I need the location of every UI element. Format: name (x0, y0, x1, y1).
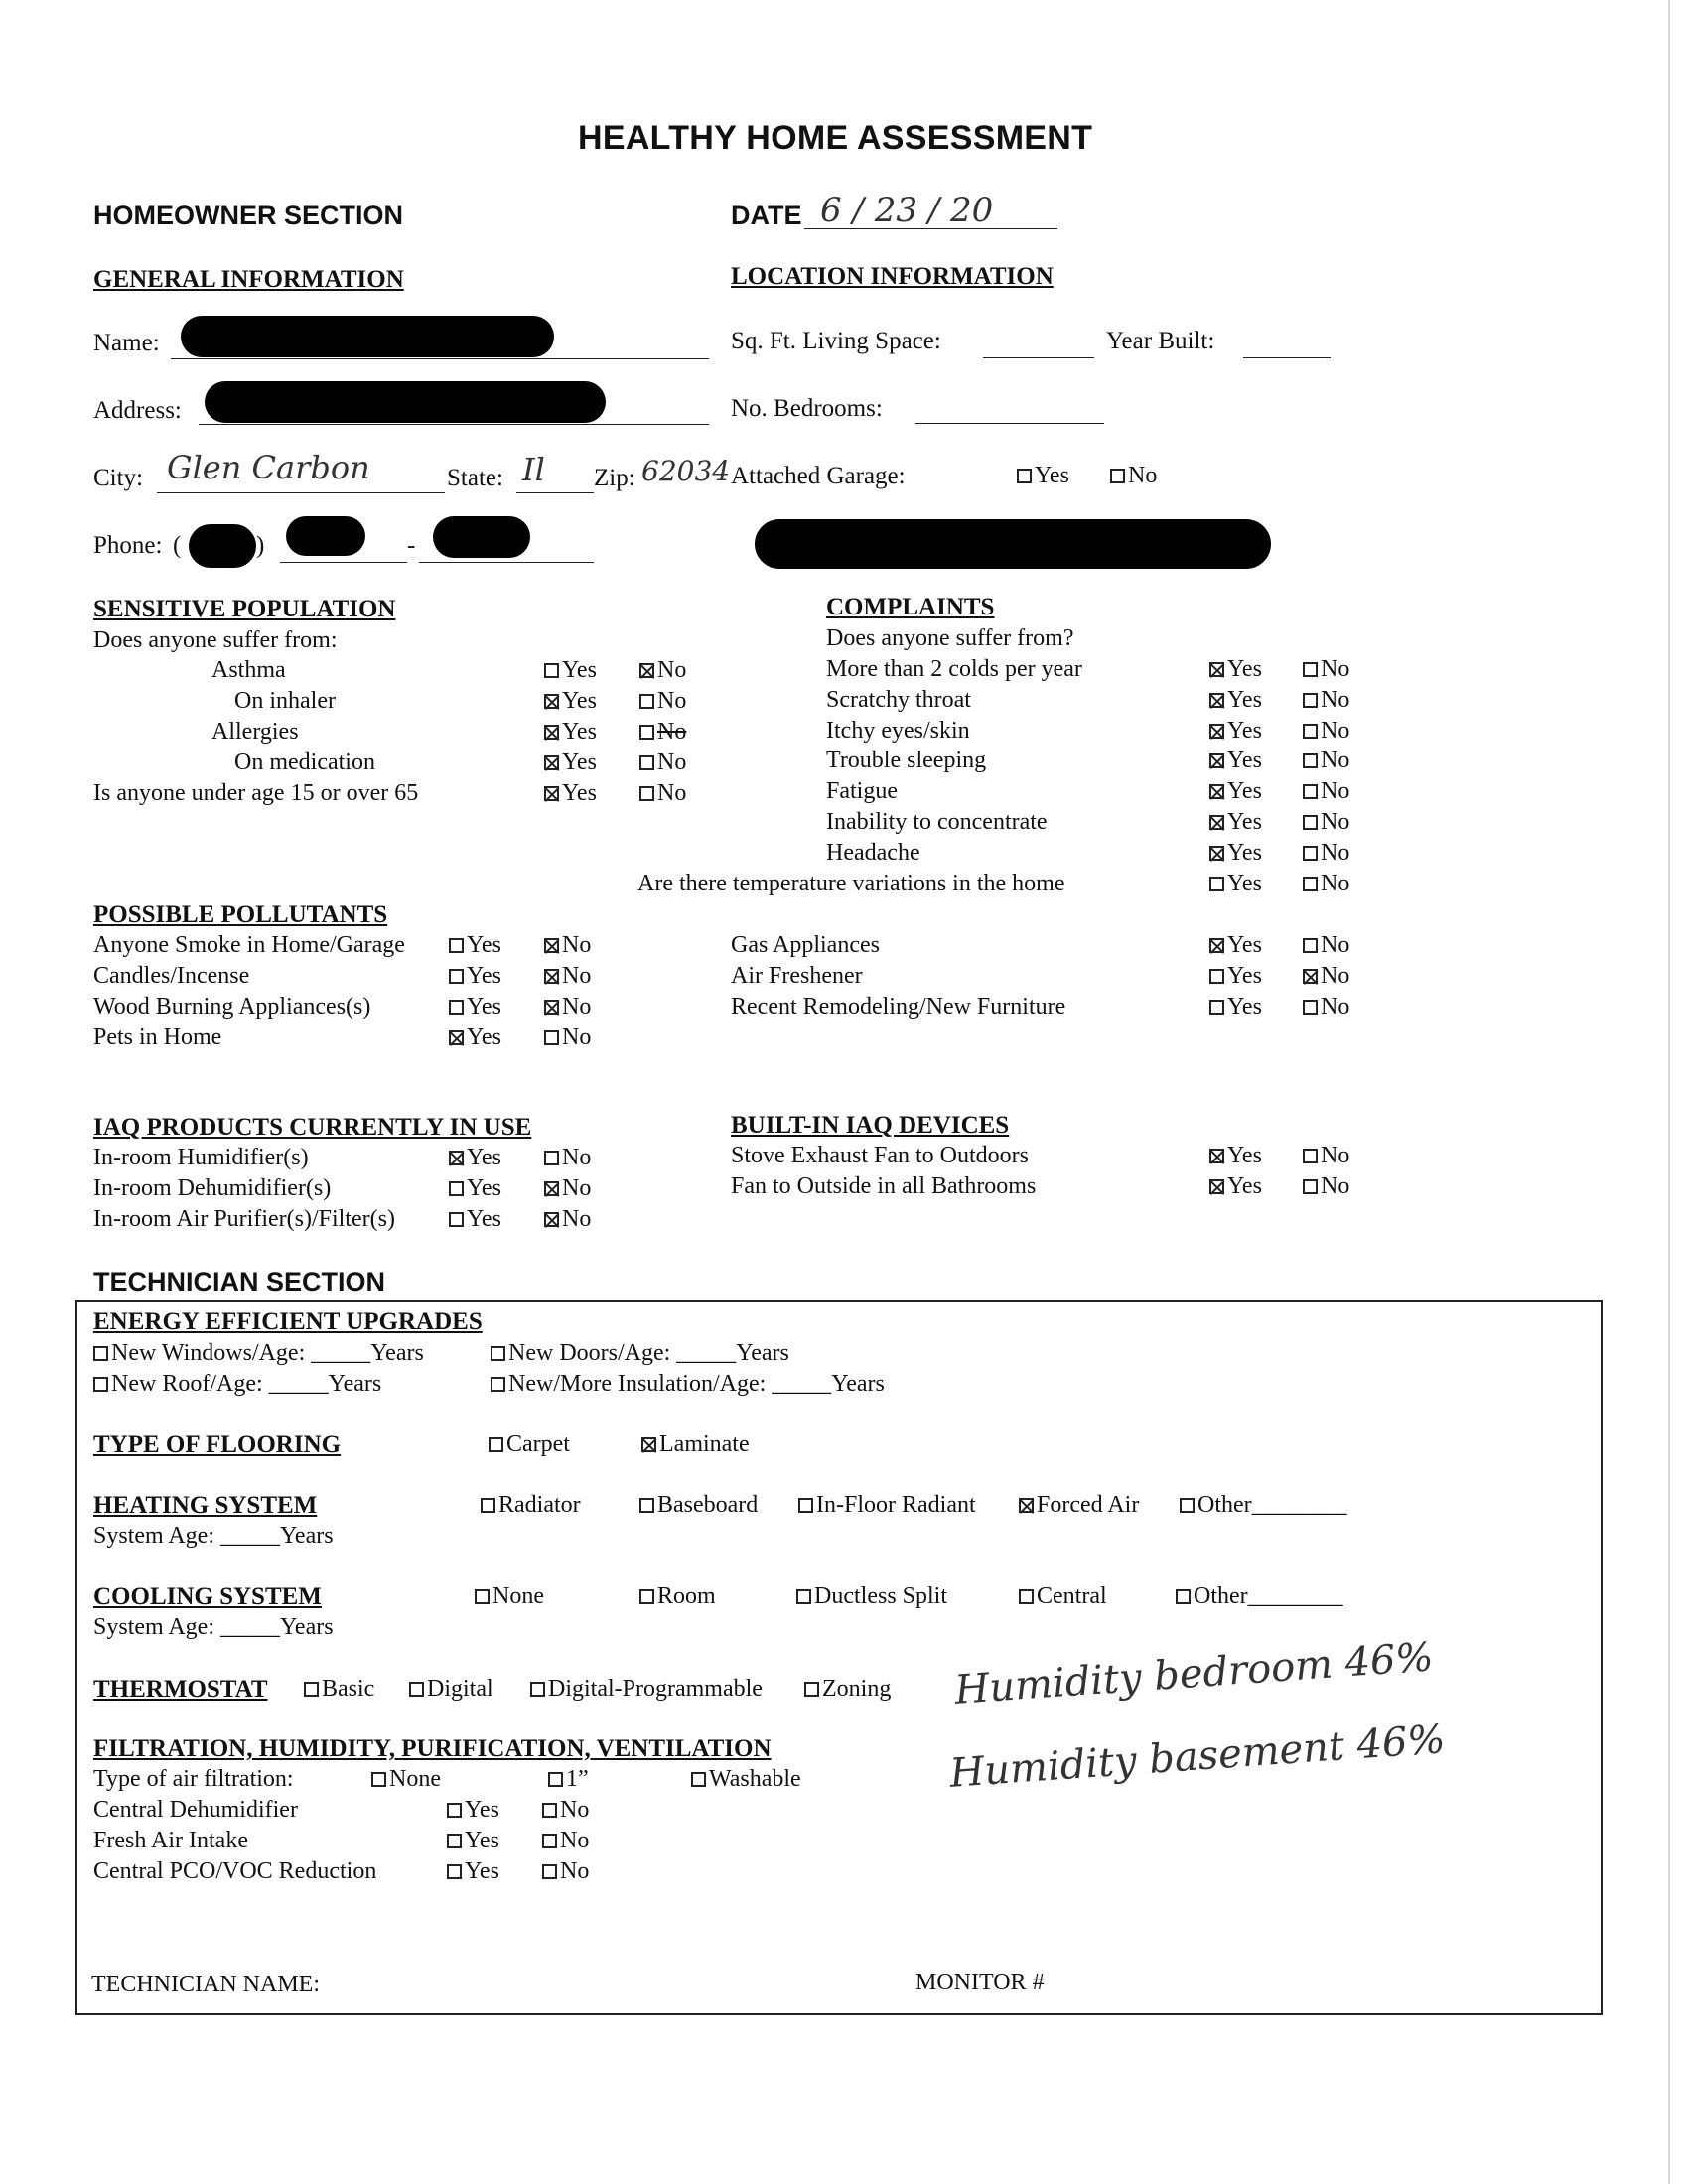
inhaler-no[interactable]: No (639, 688, 686, 715)
throat-no-checkbox[interactable] (1303, 693, 1318, 708)
remodeling-no[interactable]: No (1303, 994, 1349, 1021)
pets-label: Pets in Home (93, 1024, 222, 1050)
fresh-air-no[interactable]: No (542, 1828, 589, 1854)
smoke-no[interactable]: No (544, 932, 591, 959)
age-yes-checkbox[interactable] (544, 786, 559, 801)
fresh-air-yes-checkbox[interactable] (447, 1834, 462, 1848)
phone-label: Phone: (93, 532, 163, 559)
dehumidifier-no-checkbox[interactable] (544, 1181, 559, 1196)
filtration-washable-checkbox[interactable] (691, 1772, 706, 1787)
medication-no-checkbox[interactable] (639, 755, 654, 770)
stove-fan-no-checkbox[interactable] (1303, 1149, 1318, 1163)
smoke-yes[interactable]: Yes (449, 932, 501, 959)
filtration-none-checkbox[interactable] (371, 1772, 386, 1787)
freshener-no[interactable]: No (1303, 963, 1349, 990)
age-no-checkbox[interactable] (639, 786, 654, 801)
throat-yes[interactable]: Yes (1209, 687, 1262, 714)
state-value[interactable]: Il (522, 451, 545, 488)
medication-no[interactable]: No (639, 750, 686, 776)
city-line (157, 492, 445, 493)
colds-no-checkbox[interactable] (1303, 662, 1318, 677)
temperature-no-checkbox[interactable] (1303, 877, 1318, 891)
date-label: DATE (731, 201, 802, 230)
cooling-ductless-checkbox[interactable] (796, 1589, 811, 1604)
bedrooms-label: No. Bedrooms: (731, 395, 883, 422)
cooling-other-checkbox[interactable] (1176, 1589, 1191, 1604)
sleeping-no-checkbox[interactable] (1303, 753, 1318, 768)
fatigue-yes-checkbox[interactable] (1209, 784, 1224, 799)
gas-appliances-label: Gas Appliances (731, 932, 880, 958)
carpet-checkbox[interactable] (489, 1437, 503, 1452)
fresh-air-yes[interactable]: Yes (447, 1828, 499, 1854)
colds-yes-checkbox[interactable] (1209, 662, 1224, 677)
heating-infloor-option[interactable]: In-Floor Radiant (798, 1492, 976, 1519)
allergies-yes-checkbox[interactable] (544, 725, 559, 740)
heating-baseboard-checkbox[interactable] (639, 1498, 654, 1513)
headache-no[interactable]: No (1303, 840, 1349, 867)
wood-no[interactable]: No (544, 994, 591, 1021)
filtration-1in-checkbox[interactable] (548, 1772, 563, 1787)
laminate-option[interactable]: Laminate (641, 1432, 750, 1458)
medication-label: On medication (234, 750, 375, 775)
filtration-heading: FILTRATION, HUMIDITY, PURIFICATION, VENTILATION (93, 1735, 772, 1762)
city-value[interactable]: Glen Carbon (167, 449, 370, 486)
pco-no-checkbox[interactable] (542, 1864, 557, 1879)
headache-no-checkbox[interactable] (1303, 846, 1318, 861)
remodeling-yes[interactable]: Yes (1209, 994, 1262, 1021)
bath-fan-no-checkbox[interactable] (1303, 1179, 1318, 1194)
fatigue-yes[interactable]: Yes (1209, 778, 1262, 805)
air-purifier-label: In-room Air Purifier(s)/Filter(s) (93, 1206, 395, 1232)
bathroom-fan-label: Fan to Outside in all Bathrooms (731, 1173, 1037, 1199)
remodeling-no-checkbox[interactable] (1303, 1000, 1318, 1015)
pco-no[interactable]: No (542, 1858, 589, 1885)
phone-paren-close: ) (256, 532, 265, 559)
new-roof-option[interactable]: New Roof/Age: _____Years (93, 1371, 381, 1398)
bath-fan-no[interactable]: No (1303, 1173, 1349, 1200)
handwritten-note-bedroom: Humidity bedroom 46% (953, 1634, 1435, 1713)
flooring-heading: TYPE OF FLOORING (93, 1432, 342, 1458)
wood-burning-label: Wood Burning Appliances(s) (93, 994, 371, 1020)
phone-line-1 (280, 562, 407, 563)
cooling-other-option[interactable]: Other________ (1176, 1583, 1343, 1610)
city-label: City: (93, 465, 144, 491)
temperature-variation-label: Are there temperature variations in the home (637, 871, 1065, 896)
garage-no-label: No (1128, 463, 1158, 488)
fresh-air-no-checkbox[interactable] (542, 1834, 557, 1848)
fresh-air-intake-label: Fresh Air Intake (93, 1828, 248, 1853)
candles-yes-checkbox[interactable] (449, 969, 464, 984)
builtin-iaq-heading: BUILT-IN IAQ DEVICES (731, 1112, 1010, 1139)
heating-forced-air-checkbox[interactable] (1019, 1498, 1034, 1513)
inhaler-no-checkbox[interactable] (639, 694, 654, 709)
humidifier-no-checkbox[interactable] (544, 1151, 559, 1165)
dehumidifier-no[interactable]: No (544, 1175, 591, 1202)
age-yes[interactable]: Yes (544, 780, 597, 807)
state-label: State: (447, 465, 503, 491)
central-dehumidifier-label: Central Dehumidifier (93, 1797, 298, 1823)
inhaler-yes[interactable]: Yes (544, 688, 597, 715)
gas-yes-checkbox[interactable] (1209, 938, 1224, 953)
redacted-phone-prefix (286, 516, 365, 556)
new-roof-checkbox[interactable] (93, 1377, 108, 1392)
central-dehumidifier-no-checkbox[interactable] (542, 1803, 557, 1818)
phone-paren-open: ( (173, 532, 182, 559)
complaints-question: Does anyone suffer from? (826, 625, 1074, 651)
purifier-yes-checkbox[interactable] (449, 1212, 464, 1227)
new-doors-checkbox[interactable] (491, 1346, 505, 1361)
allergies-no-checkbox[interactable] (639, 725, 654, 740)
wood-yes-checkbox[interactable] (449, 1000, 464, 1015)
asthma-no[interactable]: No (639, 657, 686, 684)
heating-infloor-checkbox[interactable] (798, 1498, 813, 1513)
freshener-yes[interactable]: Yes (1209, 963, 1262, 990)
purifier-yes[interactable]: Yes (449, 1206, 501, 1233)
cooling-none-checkbox[interactable] (475, 1589, 490, 1604)
concentrate-yes[interactable]: Yes (1209, 809, 1262, 836)
dehumidifier-label: In-room Dehumidifier(s) (93, 1175, 332, 1201)
cooling-central-checkbox[interactable] (1019, 1589, 1034, 1604)
redacted-phone-line (433, 516, 530, 558)
air-freshener-label: Air Freshener (731, 963, 863, 989)
cooling-none-option[interactable]: None (475, 1583, 544, 1610)
new-windows-checkbox[interactable] (93, 1346, 108, 1361)
garage-no-checkbox[interactable] (1110, 469, 1125, 483)
purifier-no[interactable]: No (544, 1206, 591, 1233)
gas-yes[interactable]: Yes (1209, 932, 1262, 959)
homeowner-section-heading: HOMEOWNER SECTION (93, 201, 404, 230)
possible-pollutants-heading: POSSIBLE POLLUTANTS (93, 901, 388, 928)
zip-label: Zip: (594, 465, 635, 491)
year-built-label: Year Built: (1106, 328, 1215, 354)
fatigue-no[interactable]: No (1303, 778, 1349, 805)
fatigue-label: Fatigue (826, 778, 898, 804)
humidifier-yes-checkbox[interactable] (449, 1151, 464, 1165)
stove-fan-label: Stove Exhaust Fan to Outdoors (731, 1143, 1029, 1168)
itchy-yes[interactable]: Yes (1209, 718, 1262, 745)
fatigue-no-checkbox[interactable] (1303, 784, 1318, 799)
central-dehumidifier-yes-checkbox[interactable] (447, 1803, 462, 1818)
sleeping-no[interactable]: No (1303, 748, 1349, 774)
allergies-label: Allergies (211, 719, 299, 745)
stove-fan-no[interactable]: No (1303, 1143, 1349, 1169)
candles-yes[interactable]: Yes (449, 963, 501, 990)
zip-value[interactable]: 62034 (641, 455, 731, 487)
concentrate-no-checkbox[interactable] (1303, 815, 1318, 830)
year-built-line[interactable] (1243, 357, 1331, 358)
cooling-system-age: System Age: _____Years (93, 1614, 334, 1640)
pets-no-checkbox[interactable] (544, 1030, 559, 1045)
sensitive-question: Does anyone suffer from: (93, 627, 338, 653)
heating-system-heading: HEATING SYSTEM (93, 1492, 318, 1519)
technician-section-heading: TECHNICIAN SECTION (93, 1267, 386, 1297)
filtration-1in-option[interactable]: 1” (548, 1766, 589, 1793)
thermostat-zoning-option[interactable]: Zoning (804, 1676, 891, 1703)
complaints-heading: COMPLAINTS (826, 594, 995, 620)
heating-radiator-checkbox[interactable] (481, 1498, 495, 1513)
general-information-heading: GENERAL INFORMATION (93, 266, 404, 293)
thermostat-heading: THERMOSTAT (93, 1676, 268, 1703)
redacted-address (205, 381, 606, 423)
trouble-sleeping-label: Trouble sleeping (826, 748, 987, 773)
form-title: HEALTHY HOME ASSESSMENT (578, 119, 1093, 157)
asthma-no-checkbox[interactable] (639, 663, 654, 678)
bath-fan-yes[interactable]: Yes (1209, 1173, 1262, 1200)
phone-line-2 (419, 562, 594, 563)
humidifier-label: In-room Humidifier(s) (93, 1145, 309, 1170)
throat-yes-checkbox[interactable] (1209, 693, 1224, 708)
pco-yes[interactable]: Yes (447, 1858, 499, 1885)
cooling-system-heading: COOLING SYSTEM (93, 1583, 322, 1610)
technician-name-label: TECHNICIAN NAME: (91, 1972, 320, 1997)
heating-radiator-option[interactable]: Radiator (481, 1492, 581, 1519)
asthma-label: Asthma (211, 657, 286, 683)
handwritten-note-basement: Humidity basement 46% (948, 1716, 1447, 1797)
asthma-yes-checkbox[interactable] (544, 663, 559, 678)
heating-other-checkbox[interactable] (1180, 1498, 1195, 1513)
medication-yes-checkbox[interactable] (544, 755, 559, 770)
dehumidifier-yes-checkbox[interactable] (449, 1181, 464, 1196)
central-dehumidifier-yes[interactable]: Yes (447, 1797, 499, 1824)
garage-yes-option[interactable] (1017, 463, 1069, 489)
sqft-line[interactable] (983, 357, 1094, 358)
inhaler-yes-checkbox[interactable] (544, 694, 559, 709)
sqft-label: Sq. Ft. Living Space: (731, 328, 941, 354)
central-dehumidifier-no[interactable]: No (542, 1797, 589, 1824)
sleeping-yes-checkbox[interactable] (1209, 753, 1224, 768)
cooling-ductless-option[interactable]: Ductless Split (796, 1583, 947, 1610)
filtration-washable-option[interactable]: Washable (691, 1766, 801, 1793)
itchy-no[interactable]: No (1303, 718, 1349, 745)
candles-no[interactable]: No (544, 963, 591, 990)
address-line (199, 424, 709, 425)
freshener-yes-checkbox[interactable] (1209, 969, 1224, 984)
thermostat-basic-option[interactable]: Basic (304, 1676, 374, 1703)
headache-label: Headache (826, 840, 920, 866)
smoke-label: Anyone Smoke in Home/Garage (93, 932, 405, 958)
garage-no-option[interactable] (1110, 463, 1157, 489)
thermostat-digital-option[interactable]: Digital (409, 1676, 493, 1703)
freshener-no-checkbox[interactable] (1303, 969, 1318, 984)
allergies-yes[interactable]: Yes (544, 719, 597, 746)
cooling-room-checkbox[interactable] (639, 1589, 654, 1604)
cooling-room-option[interactable]: Room (639, 1583, 716, 1610)
candles-label: Candles/Incense (93, 963, 250, 989)
filtration-none-option[interactable]: None (371, 1766, 441, 1793)
attached-garage-label: Attached Garage: (731, 463, 906, 489)
energy-upgrades-heading: ENERGY EFFICIENT UPGRADES (93, 1308, 483, 1335)
gas-no[interactable]: No (1303, 932, 1349, 959)
sleeping-yes[interactable]: Yes (1209, 748, 1262, 774)
wood-no-checkbox[interactable] (544, 1000, 559, 1015)
garage-yes-checkbox[interactable] (1017, 469, 1032, 483)
pets-yes[interactable]: Yes (449, 1024, 501, 1051)
headache-yes-checkbox[interactable] (1209, 846, 1224, 861)
name-label: Name: (93, 330, 160, 356)
heating-other-option[interactable]: Other________ (1180, 1492, 1347, 1519)
sensitive-population-heading: SENSITIVE POPULATION (93, 596, 396, 622)
heating-system-age: System Age: _____Years (93, 1523, 334, 1549)
gas-no-checkbox[interactable] (1303, 938, 1318, 953)
dehumidifier-yes[interactable]: Yes (449, 1175, 501, 1202)
purifier-no-checkbox[interactable] (544, 1212, 559, 1227)
new-doors-option[interactable]: New Doors/Age: _____Years (491, 1340, 789, 1367)
colds-yes[interactable]: Yes (1209, 656, 1262, 683)
itchy-no-checkbox[interactable] (1303, 724, 1318, 739)
carpet-option[interactable]: Carpet (489, 1432, 570, 1458)
monitor-number-label: MONITOR # (915, 1970, 1045, 1995)
humidifier-yes[interactable]: Yes (449, 1145, 501, 1171)
scratchy-throat-label: Scratchy throat (826, 687, 971, 713)
date-value[interactable]: 6 / 23 / 20 (820, 191, 994, 230)
address-label: Address: (93, 397, 182, 424)
stove-fan-yes-checkbox[interactable] (1209, 1149, 1224, 1163)
iaq-products-heading: IAQ PRODUCTS CURRENTLY IN USE (93, 1114, 532, 1141)
remodeling-label: Recent Remodeling/New Furniture (731, 994, 1066, 1020)
humidifier-no[interactable]: No (544, 1145, 591, 1171)
phone-dash: - (407, 532, 416, 559)
smoke-yes-checkbox[interactable] (449, 938, 464, 953)
heating-baseboard-option[interactable]: Baseboard (639, 1492, 758, 1519)
air-filtration-type-label: Type of air filtration: (93, 1766, 294, 1792)
age-no[interactable]: No (639, 780, 686, 807)
remodeling-yes-checkbox[interactable] (1209, 1000, 1224, 1015)
garage-yes-label: Yes (1035, 463, 1069, 488)
heating-forced-air-option[interactable]: Forced Air (1019, 1492, 1139, 1519)
inhaler-label: On inhaler (234, 688, 336, 714)
temperature-yes-checkbox[interactable] (1209, 877, 1224, 891)
new-insulation-option[interactable]: New/More Insulation/Age: _____Years (491, 1371, 885, 1398)
laminate-checkbox[interactable] (641, 1437, 656, 1452)
state-line (516, 492, 594, 493)
scan-edge (1668, 0, 1670, 2184)
pco-yes-checkbox[interactable] (447, 1864, 462, 1879)
name-line (171, 358, 709, 359)
candles-no-checkbox[interactable] (544, 969, 559, 984)
stove-fan-yes[interactable]: Yes (1209, 1143, 1262, 1169)
concentrate-yes-checkbox[interactable] (1209, 815, 1224, 830)
redacted-name (181, 316, 554, 357)
bath-fan-yes-checkbox[interactable] (1209, 1179, 1224, 1194)
allergies-no[interactable]: No (639, 719, 686, 746)
colds-label: More than 2 colds per year (826, 656, 1082, 682)
age-question-label: Is anyone under age 15 or over 65 (93, 780, 419, 806)
new-insulation-checkbox[interactable] (491, 1377, 505, 1392)
thermostat-zoning-checkbox[interactable] (804, 1682, 819, 1697)
pets-no[interactable]: No (544, 1024, 591, 1051)
redacted-field (755, 519, 1271, 569)
throat-no[interactable]: No (1303, 687, 1349, 714)
location-information-heading: LOCATION INFORMATION (731, 263, 1054, 290)
cooling-central-option[interactable]: Central (1019, 1583, 1107, 1610)
itchy-yes-checkbox[interactable] (1209, 724, 1224, 739)
thermostat-programmable-checkbox[interactable] (530, 1682, 545, 1697)
asthma-yes[interactable]: Yes (544, 657, 597, 684)
central-pco-label: Central PCO/VOC Reduction (93, 1858, 377, 1884)
wood-yes[interactable]: Yes (449, 994, 501, 1021)
medication-yes[interactable]: Yes (544, 750, 597, 776)
new-windows-option[interactable]: New Windows/Age: _____Years (93, 1340, 424, 1367)
concentrate-label: Inability to concentrate (826, 809, 1048, 835)
thermostat-digital-checkbox[interactable] (409, 1682, 424, 1697)
bedrooms-line[interactable] (915, 423, 1104, 424)
redacted-area-code (189, 524, 256, 568)
thermostat-programmable-option[interactable]: Digital-Programmable (530, 1676, 763, 1703)
itchy-eyes-label: Itchy eyes/skin (826, 718, 970, 744)
temperature-yes[interactable]: Yes (1209, 871, 1262, 897)
concentrate-no[interactable]: No (1303, 809, 1349, 836)
pets-yes-checkbox[interactable] (449, 1030, 464, 1045)
temperature-no[interactable]: No (1303, 871, 1349, 897)
colds-no[interactable]: No (1303, 656, 1349, 683)
thermostat-basic-checkbox[interactable] (304, 1682, 319, 1697)
smoke-no-checkbox[interactable] (544, 938, 559, 953)
headache-yes[interactable]: Yes (1209, 840, 1262, 867)
